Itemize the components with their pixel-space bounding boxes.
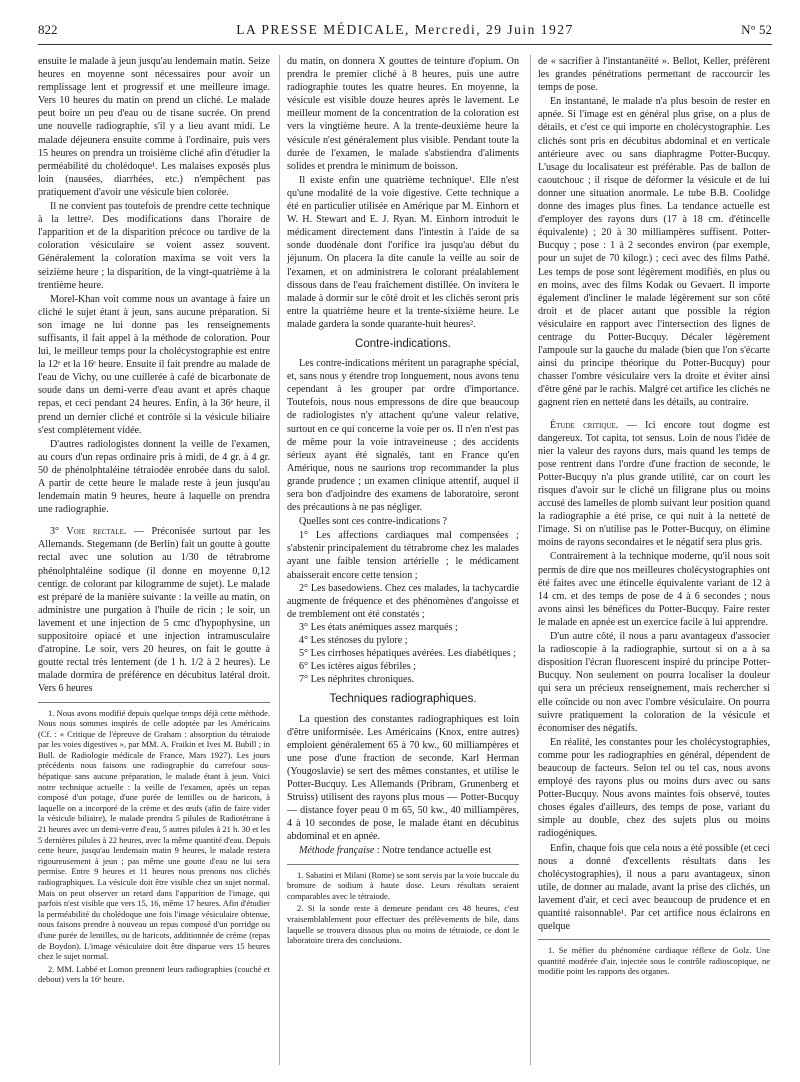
paragraph: Morel-Khan voit comme nous un avantage à faire un cliché le sujet étant à jeun, sans aucune préparation. Si son image ne lui donne pas les renseignements suffisants, il fait appel à la méthode de coloration. Pour lui, le meilleur temps pour la cholécystographie est entre la 12ᵉ et la 16ᵉ heure. Ensuite il fait prendre au malade de l'eau de Vichy, ou une cuillerée à café de bicarbonate de soude dans un demi-verre d'eau avant et après chaque repas, et ceci pendant 24 heures. Enfin, à la 36ᵉ heure, il prend un dernier cliché et contrôle si la vésicule biliaire s'est complètement vidée.	[38, 293, 270, 436]
list-item: 6° Les ictères aigus fébriles ;	[299, 661, 416, 673]
paragraph: Il existe enfin une quatrième technique¹. Elle n'est qu'une modalité de la voie digestive. Cette technique a été en particulier utilisée en Amérique par M. Einhorn et W. H. Stewart and E. J. Ryan. M. Einhorn introduit le médicament directement dans l'intestin à l'aide de sa sonde duodénale dont l'orifice ira jusqu'au début du jéjunum. On placera la dite canule la veille au soir de l'examen, et on administrera le colorant préalablement dissous dans de l'eau fraîchement distillée. On invitera le malade à dormir sur le côté droit et les clichés seront pris entre la quatrième heure et la trente-sixième heure. Le malade gardera la sonde quarante-huit heures².	[287, 174, 519, 330]
column-divider-2	[530, 55, 531, 1065]
column-3	[538, 55, 770, 1070]
footnote-separator	[538, 939, 770, 940]
paragraph: D'un autre côté, il nous a paru avantageux d'associer la radioscopie à la radiographie, surtout si on a à sa disposition l'écran fluorescent inspiré du principe Potter-Bucquy. Non seulement on pourra localiser la douleur qui sera un précieux renseignement, mais rechercher si elle coïncide ou non avec l'ombre vésiculaire. On pourra suivre pratiquement la coloration de la vésicule et économiser des négatifs.	[538, 631, 770, 734]
paragraph	[538, 419, 770, 550]
journal-title: LA PRESSE MÉDICALE, Mercredi, 29 Juin 1927	[236, 22, 574, 37]
footnote: 1. Se méfier du phénomène cardiaque réflexe de Golz. Une quantité modérée d'air, injectée sous le contrôle radioscopique, ne modifie point les rapports des organes.	[538, 945, 770, 977]
paragraph: La question des constantes radiographiques est loin d'être uniformisée. Les Américains (Knox, entre autres) emploient généralement 65 à 70 kw., 60 milliampères et une pose d'une fraction de seconde. Karl Herman (Yougoslavie) se sert des mêmes constantes, et utilise le Potter-Bucquy. Les Allemands (Pribram, Grunenberg et Struiss) utilisent des rayons plus mous — Potter-Bucquy — distance foyer peau 0 m 65, 50 kw., 40 milliampères, 4 à 10 secondes de pose, le malade étant en décubitus abdominal et en apnée.	[287, 713, 519, 843]
paragraph: ensuite le malade à jeun jusqu'au lendemain matin. Seize heures en moyenne sont nécessaires pour avoir un remplissage lent et progressif et une meilleure image. Vers 10 heures du matin on prend un cliché. Le malade peut boire un peu d'eau ou de tisane sucrée. On prend une nouvelle radiographie, s'il y a lieu avant midi. Le malade déjeunera ensuite comme à l'ordinaire, puis vers 15 heures on prendra un troisième cliché afin d'étudier la perméabilité du cholédoque¹. Les malaises exposés plus loin (nausées, diarrhées, etc.) n'empêchent pas pratiquement d'avoir une vésicule bien colorée.	[38, 56, 270, 198]
method-lead: Méthode française	[299, 845, 375, 857]
paragraph: En instantané, le malade n'a plus besoin de rester en apnée. Si l'image est en général plus grise, on a plus de détails, et c'est ce qui importe en cholécystographie. Les clichés sont pris en décubitus abdominal et en verticale antérieure avec ou sans diaphragme Potter-Bucquy. L'usage du localisateur est préférable. Pas de ballon de caoutchouc ; il risque de déformer la vésicule et de lui donner une situation anormale. Le tube B.B. Coolidge donne des images plus fines. La tendance actuelle est d'employer des rayons durs (17 à 18 cm. d'étincelle équivalente) ; 20 à 30 milliampères suffisent. Potter-Bucquy ; pose : 1 à 2 secondes environ (par exemple, pour un sujet de 70 kilogr.) ; ceci avec des films Pathé. Les temps de pose sont légèrement modifiés, en plus ou en moins, avec des films Kodak ou Gevaert. Il importe également d'incliner le malade légèrement sur son côté droit et de placer autant que possible la région vésiculaire en rapport avec l'intersection des lignes de centrage du Potter-Bucquy. Décaler légèrement l'ampoule sur la gauche du malade (bien que l'on s'écarte ainsi du principe théorique du Potter-Bucquy) pour chasser l'ombre vésiculaire vers la droite et éviter ainsi d'être gêné par le rachis. Malgré cet artifice les clichés ne gagnent rien en netteté dans les détails, au contraire.	[538, 96, 770, 409]
header-rule	[38, 44, 772, 45]
paragraph: Il ne convient pas toutefois de prendre cette technique à la lettre². Des modifications dans l'horaire de l'apparition et de la disparition précoce ou tardive de la coloration vésiculaire se voient assez souvent. Généralement la coloration maxima se voit vers la seizième heure ; la disparition, de la vingt-quatrième à la trentième heure.	[38, 201, 270, 291]
paragraph: Les contre-indications méritent un paragraphe spécial, et, sans nous y étendre trop longuement, nous avons tenu cependant à les grouper par ordre d'importance. Toutefois, nous nous empressons de dire que beaucoup de radiologistes n'y attachent qu'une valeur relative, surtout en ce qui concerne la voie per os. Il n'en n'est pas de même pour la voie intraveineuse ; des accidents sérieux ayant été signalés, tant en France qu'en Amérique, nous ne saurions trop recommander la plus grande prudence ; un examen clinique attentif, auquel il sera bon d'adjoindre des examens de laboratoire, seront des précautions à ne pas négliger.	[287, 358, 519, 514]
column-1	[38, 55, 270, 1070]
footnote: 2. Si la sonde reste à demeure pendant ces 48 heures, c'est vraisemblablement pour effectuer des prélèvements de bile, dans laquelle se trouvera dissous plus ou moins de tétraiode, ce dont le laboratoire tirera des conclusions.	[287, 903, 519, 946]
paragraph	[38, 525, 270, 695]
list-item: 1° Les affections cardiaques mal compensées ; s'abstenir principalement du tétrabrome chez les malades ayant une faible tension artérielle ; le médicament abaisserait encore cette tension ;	[287, 530, 519, 581]
column-divider-1	[279, 55, 280, 1065]
paragraph	[287, 844, 519, 857]
list-item: 5° Les cirrhoses hépatiques avérées. Les diabétiques ;	[299, 648, 517, 660]
column-2	[287, 55, 519, 1070]
list-item: 2° Les basedowiens. Chez ces malades, la tachycardie augmente de fréquence et des phénomènes d'angoisse et de tremblement ont été constatés ;	[287, 582, 519, 620]
section-lead: 3° Voie rectale.	[50, 526, 127, 538]
paragraph: Quelles sont ces contre-indications ?	[299, 516, 447, 528]
section-heading: Contre-indications.	[355, 337, 451, 350]
section-heading: Techniques radiographiques.	[329, 693, 477, 706]
list-item: 4° Les sténoses du pylore ;	[299, 635, 408, 647]
paragraph-text: : Notre tendance actuelle est	[374, 845, 492, 857]
page-number: 822	[38, 22, 58, 37]
paragraph: D'autres radiologistes donnent la veille de l'examen, au cours d'un repas ordinaire pris à midi, de 4 gr. à 4 gr. 50 de phénolphtaléine tétraiodée enrobée dans du salol. A partir de cette heure le malade reste à jeun jusqu'au lendemain matin 9 heures, heure à laquelle on prendra une radiographie.	[38, 438, 270, 516]
footnote: 1. Sabatini et Milani (Rome) se sont servis par la voie buccale du bromure de sodium à haute dose. Leurs résultats seraient comparables avec le tétraiode.	[287, 869, 519, 901]
paragraph: de « sacrifier à l'instantanéité ». Bellot, Keller, préfèrent les grandes pénétrations permettant de raccourcir les temps de pose.	[538, 56, 770, 94]
footnote: 1. Nous avons modifié depuis quelque temps déjà cette méthode. Nous nous sommes inspirés de celle adoptée par les Américains (Cf. : « Critique de l'épreuve de Graham : absorption du tétraiode par les voies digestives », par MM. A. Fraikin et Ives M. Bubill ; in Bull. de Radiologie médicale de France, Mars 1927). Les jours précédents nous faisons une radiographie du carrefour sous-hépatique sans aucune préparation, le malade étant à jeun. Voici notre technique actuelle : la veille de l'examen, après un repas composé d'un potage, d'une purée de lentilles ou de haricots, à laquelle on a incorporé de la crème et des œufs (afin de faire vider la vésicule biliaire), le malade prendra 5 pilules de Radiotétrane à 21 heures avec un demi-verre d'eau, 5 autres pilules à 21 h. 30 et les 5 dernières pilules à 22 heures, avec la même quantité d'eau. Depuis cette heure, jusqu'au lendemain matin 9 heures, le malade restera rigoureusement à jeun ; pas même une goutte d'eau ne lui sera permise. Entre 9 heures et 11 heures nous prenons nos clichés radiographiques. La vésicule doit être visible chez un sujet normal. Mais on peut observer un retard dans l'apparition de l'image, qui parfois n'est visible que vers 15, 16, même 17 heures. Afin d'étudier la perméabilité du cholédoque une fois l'image vésiculaire obtenue, nous faisons prendre à nouveau un repas composé d'un porridge ou d'une purée de lentilles, ou de haricots, additionnée de crème (repas de Boydon). L'image vésiculaire doit être disparue vers 15 heures chez le sujet normal.	[38, 707, 270, 962]
running-header	[38, 22, 772, 44]
paragraph: Contrairement à la technique moderne, qu'il nous soit permis de dire que nos meilleures cholécystographies ont été faites avec une étincelle équivalente variant de 12 à 14 cm. et des temps de pose de 4 à 6 secondes ; nous avons ainsi les bénéfices du Potter-Bucquy. Faire rester le malade en apnée est un exercice facile à lui apprendre.	[538, 551, 770, 628]
issue-number: N° 52	[741, 22, 772, 37]
section-lead: Étude critique.	[550, 419, 619, 431]
footnote-separator	[287, 864, 519, 865]
footnote-separator	[38, 702, 270, 703]
contraindication-list	[287, 529, 519, 686]
paragraph: Enfin, chaque fois que cela nous a été possible (et ceci nous a donné d'excellents résultats dans les cholécystographies), il nous a paru avantageux, sinon utile, de donner au malade, avant la prise des clichés, un lavement d'air, et ceci avec beaucoup de prudence et en quantité raisonnable¹. Par cet artifice nous éclairons en quelque	[538, 842, 770, 933]
footnote: 2. MM. Labbé et Lomon prennent leurs radiographies (couché et debout) vers la 16ᵉ heure.	[38, 963, 270, 985]
paragraph: du matin, on donnera X gouttes de teinture d'opium. On prendra le premier cliché à 8 heures, puis une autre radiographie toutes les quatre heures. En moyenne, la vésicule est visible douze heures après le lavement. Le meilleur moment de la concentration de la coloration est vers la vingtième heure. A la trente-deuxième heure la vésicule n'est généralement plus visible. Pendant toute la durée de l'examen, le malade s'abstiendra d'aliments solides et prendra le minimum de boisson.	[287, 56, 519, 172]
paragraph-text: — Préconisée surtout par les Allemands. Stegemann (de Berlin) fait un goutte à goutte rectal avec une solution au 1/30 de tétrabrome phénolphtaléine sodique (il donne en moyenne 0,12 centigr. de colorant par kilogramme de sujet). Le malade est préparé de la manière suivante : la veille au matin, on administre une purgation à l'huile de ricin ; le soir, un lavement et une injection de 5 cmc d'hypophysine, un suppositoire opiacé et une injection intramusculaire d'atropine. Le soir, vers 20 heures, on fait le goutte à goutte rectal très lentement (de 1 h. 1/2 à 2 heures). Le malade dormira de préférence en décubitus latéral droit. Vers 6 heures	[38, 526, 270, 695]
paragraph-text: — Ici encore tout dogme est dangereux. Tot capita, tot sensus. Loin de nous l'idée de nier la valeur des rayons durs, mais quand les temps de pose rentrent dans l'ordre d'une fraction de seconde, le Potter-Bucquy n'a plus grande utilité, car on court les risques d'avoir sur le cliché un filigrane plus ou moins accusé des lamelles de plomb suivant leur position quand la radiographie a été prise, ce qui nuit à la netteté de l'image. Si on n'utilise pas le Potter-Bucquy, on élimine moins de rayons secondaires et le négatif sera plus gris.	[538, 419, 770, 549]
list-item: 7° Les néphrites chroniques.	[299, 674, 415, 686]
paragraph: En réalité, les constantes pour les cholécystographies, comme pour les radiographies en général, dépendent de beaucoup de facteurs. Selon tel ou tel cas, nous avons employé des rayons plus ou moins durs avec ou sans Potter-Bucquy. Nous avons maintes fois observé, toutes choses égales d'ailleurs, des temps de pose, variant du simple au double, chez des sujets plus ou moins radiogéniques.	[538, 736, 770, 840]
list-item: 3° Les états anémiques assez marqués ;	[299, 621, 458, 633]
